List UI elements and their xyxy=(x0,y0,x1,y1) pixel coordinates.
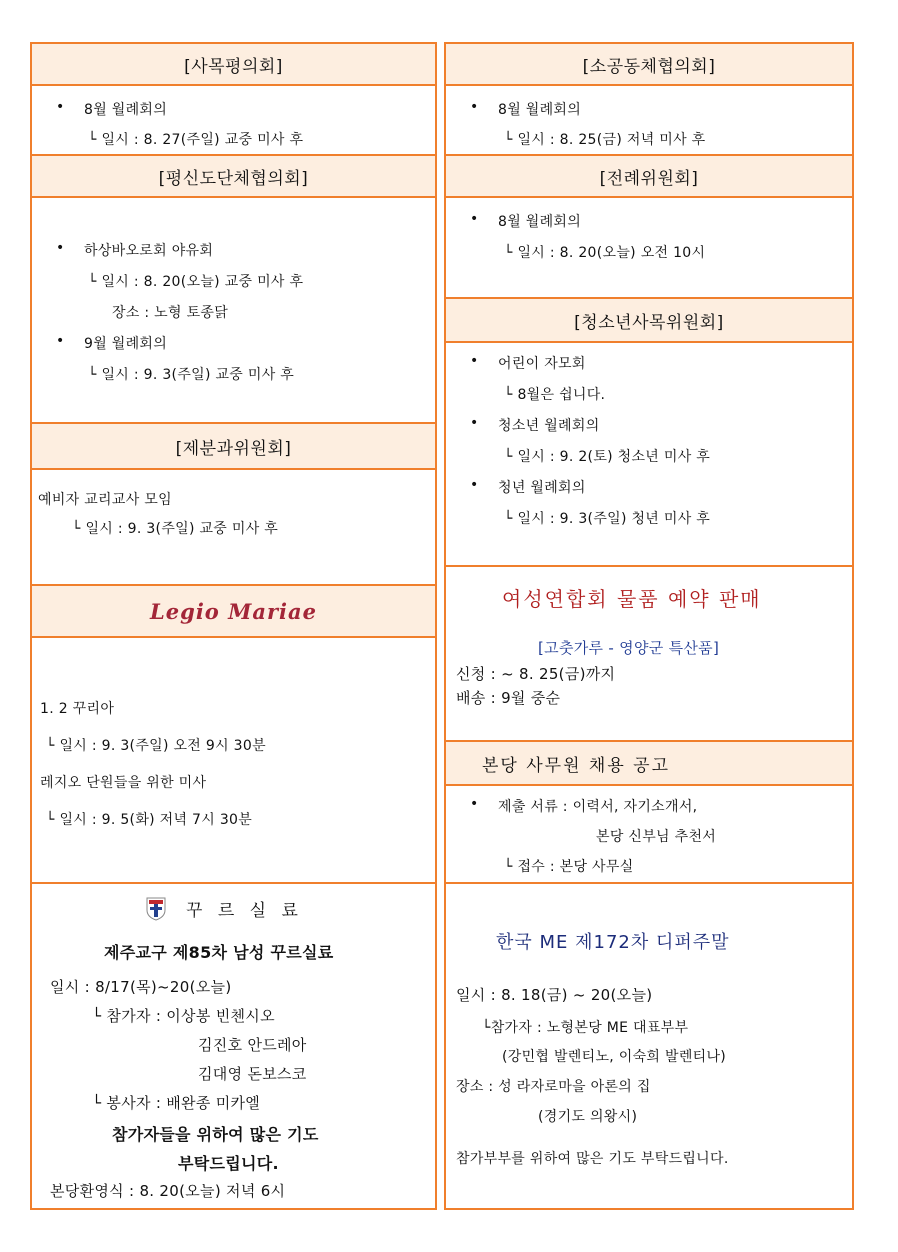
cursillo-prayer2: 부탁드립니다. xyxy=(178,1154,279,1173)
sogongdong-header xyxy=(444,42,854,86)
pyeongsin-item1-detail1: └ 일시 : 8. 20(오늘) 교중 미사 후 xyxy=(88,274,304,290)
cursillo-subtitle: 제주교구 제85차 남성 꾸르실료 xyxy=(104,943,334,962)
jeonrye-detail: └ 일시 : 8. 20(오늘) 오전 10시 xyxy=(504,245,706,261)
legio-line1: 1. 2 꾸리아 xyxy=(40,701,115,717)
me-participant: └참가자 : 노형본당 ME 대표부부 xyxy=(482,1020,689,1036)
youth-item1: • 어린이 자모회 xyxy=(498,353,586,373)
hiring-receipt: └ 접수 : 본당 사무실 xyxy=(504,859,634,875)
women-product: [고춧가루 - 영양군 특산품] xyxy=(538,639,720,657)
jeonrye-item: • 8월 월례회의 xyxy=(498,211,581,231)
jeonrye-body xyxy=(444,196,854,299)
pyeongsin-item1: • 하상바오로회 야유회 xyxy=(84,240,213,260)
cursillo-servant: └ 봉사자 : 배완종 미카엘 xyxy=(92,1094,261,1112)
hiring-docs2: 본당 신부님 추천서 xyxy=(596,829,717,845)
me-place2: (경기도 의왕시) xyxy=(538,1109,638,1125)
hiring-title: 본당 사무원 채용 공고 xyxy=(482,755,671,776)
cursillo-participant1: └ 참가자 : 이상봉 빈첸시오 xyxy=(92,1007,275,1025)
women-apply: 신청 : ~ 8. 25(금)까지 xyxy=(456,665,616,683)
sogongdong-item: • 8월 월례회의 xyxy=(498,99,581,119)
hiring-body xyxy=(444,784,854,884)
youth-item1-detail: └ 8월은 쉽니다. xyxy=(504,387,606,403)
jeonrye-header xyxy=(444,154,854,198)
youth-item3-detail: └ 일시 : 9. 3(주일) 청년 미사 후 xyxy=(504,511,711,527)
hiring-header xyxy=(444,740,854,786)
me-names: (강민협 발렌티노, 이숙희 발렌티나) xyxy=(502,1049,727,1065)
jeonrye-title: [전례위원회] xyxy=(599,168,699,189)
me-place: 장소 : 성 라자로마을 아론의 집 xyxy=(456,1079,651,1095)
pyeongsin-title: [평신도단체협의회] xyxy=(158,168,309,189)
jebun-body xyxy=(30,468,437,586)
youth-body xyxy=(444,341,854,567)
cursillo-date: 일시 : 8/17(목)~20(오늘) xyxy=(50,978,232,996)
me-prayer: 참가부부를 위하여 많은 기도 부탁드립니다. xyxy=(456,1151,729,1167)
cursillo-participant2: 김진호 안드레아 xyxy=(198,1036,307,1054)
pyeongsin-item2: • 9월 월례회의 xyxy=(84,333,167,353)
pyeongsin-item1-detail2: 장소 : 노형 토종닭 xyxy=(112,305,229,321)
legio-title: Legio Mariae xyxy=(150,598,317,624)
women-box xyxy=(444,565,854,742)
jebun-line1: 예비자 교리교사 모임 xyxy=(38,492,172,508)
jebun-header xyxy=(30,422,437,470)
pyeongsin-item2-detail: └ 일시 : 9. 3(주일) 교중 미사 후 xyxy=(88,367,295,383)
legio-line4: └ 일시 : 9. 5(화) 저녁 7시 30분 xyxy=(46,812,253,828)
youth-item2: • 청소년 월례회의 xyxy=(498,415,600,435)
legio-body xyxy=(30,636,437,884)
cursillo-prayer1: 참가자들을 위하여 많은 기도 xyxy=(112,1125,319,1144)
me-box xyxy=(444,882,854,1210)
samok-header xyxy=(30,42,437,86)
youth-item2-detail: └ 일시 : 9. 2(토) 청소년 미사 후 xyxy=(504,449,711,465)
sogongdong-body xyxy=(444,84,854,156)
pyeongsin-body xyxy=(30,196,437,424)
legio-line2: └ 일시 : 9. 3(주일) 오전 9시 30분 xyxy=(46,738,266,754)
legio-line3: 레지오 단원들을 위한 미사 xyxy=(40,775,207,791)
samok-item: • 8월 월례회의 xyxy=(84,99,167,119)
sogongdong-title: [소공동체협의회] xyxy=(582,56,716,77)
youth-title: [청소년사목위원회] xyxy=(574,312,724,333)
pyeongsin-header xyxy=(30,154,437,198)
me-date: 일시 : 8. 18(금) ~ 20(오늘) xyxy=(456,986,653,1004)
samok-title: [사목평의회] xyxy=(184,56,283,77)
legio-header xyxy=(30,584,437,638)
cursillo-participant3: 김대영 돈보스코 xyxy=(198,1065,307,1083)
samok-detail: └ 일시 : 8. 27(주일) 교중 미사 후 xyxy=(88,132,304,148)
me-title: 한국 ME 제172차 디퍼주말 xyxy=(496,932,730,953)
jebun-title: [제분과위원회] xyxy=(175,438,292,459)
sogongdong-detail: └ 일시 : 8. 25(금) 저녁 미사 후 xyxy=(504,132,706,148)
cursillo-emblem-icon xyxy=(146,897,166,921)
jebun-line2: └ 일시 : 9. 3(주일) 교중 미사 후 xyxy=(72,521,279,537)
cursillo-welcome: 본당환영식 : 8. 20(오늘) 저녁 6시 xyxy=(50,1182,286,1200)
women-title: 여성연합회 물품 예약 판매 xyxy=(502,587,762,611)
women-ship: 배송 : 9월 중순 xyxy=(456,689,561,707)
cursillo-box xyxy=(30,882,437,1210)
youth-item3: • 청년 월례회의 xyxy=(498,477,586,497)
samok-body xyxy=(30,84,437,156)
youth-header xyxy=(444,297,854,343)
cursillo-title: 꾸 르 실 료 xyxy=(186,901,303,921)
hiring-docs1: • 제출 서류 : 이력서, 자기소개서, xyxy=(498,796,697,816)
